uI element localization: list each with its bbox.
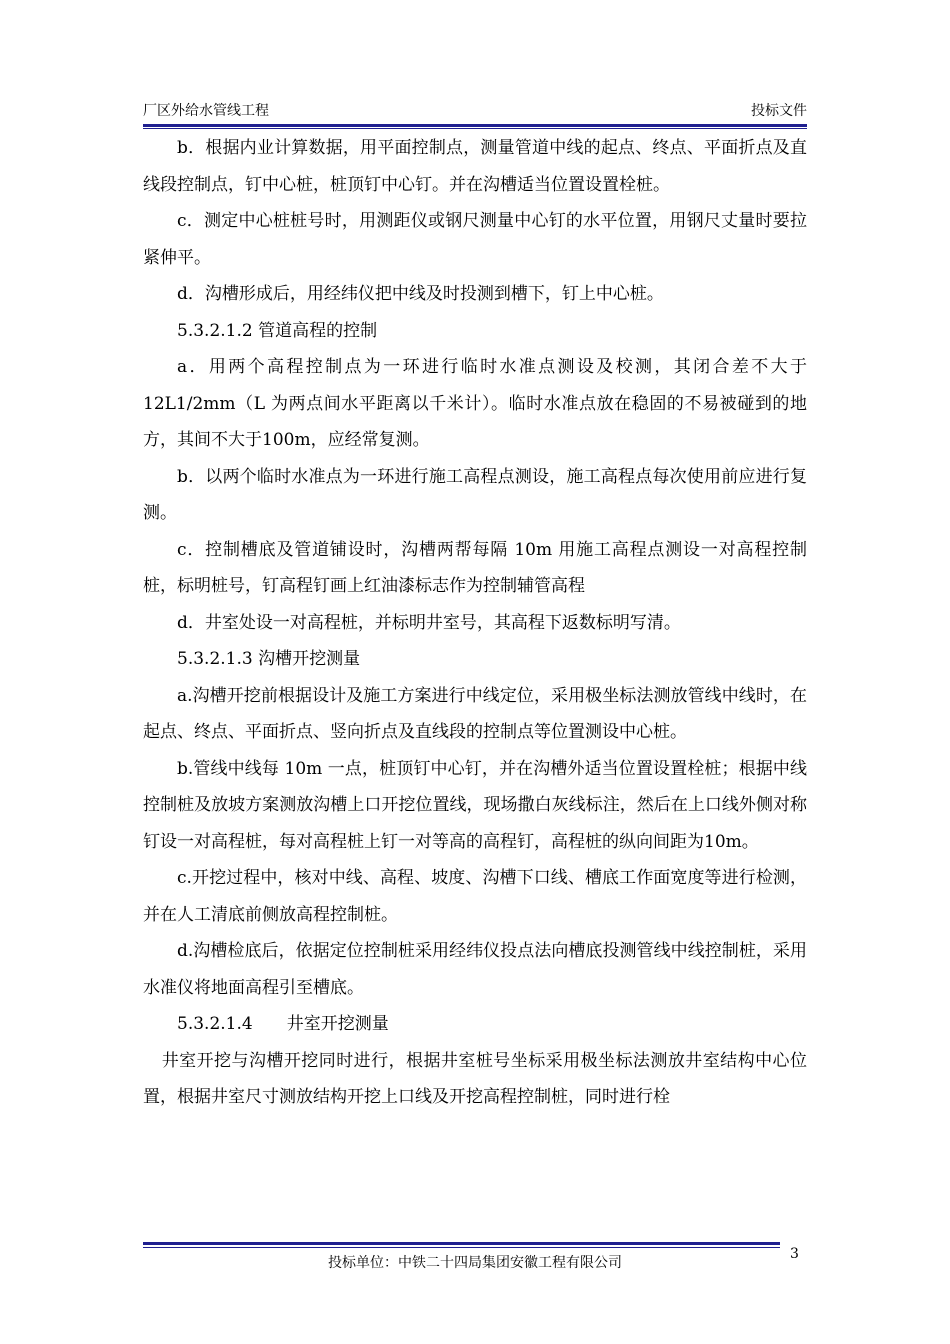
header-project-title: 厂区外给水管线工程 xyxy=(143,103,269,119)
paragraph: b．以两个临时水准点为一环进行施工高程点测设，施工高程点每次使用前应进行复测。 xyxy=(143,466,807,523)
header-rule xyxy=(143,124,807,127)
footer-rule-thin xyxy=(143,1247,780,1248)
footer-rule xyxy=(143,1242,780,1245)
paragraph: d．沟槽形成后，用经纬仪把中线及时投测到槽下，钉上中心桩。 xyxy=(177,284,664,304)
section-heading: 5.3.2.1.2 管道高程的控制 xyxy=(177,320,378,341)
paragraph: d．井室处设一对高程桩，并标明井室号，其高程下返数标明写清。 xyxy=(177,612,681,633)
paragraph: 井室开挖与沟槽开挖同时进行，根据井室桩号坐标采用极坐标法测放井室结构中心位置，根据井室尺寸测放结构开挖上口线及开挖高程控制桩，同时进行栓 xyxy=(143,1050,807,1107)
section-heading: 5.3.2.1.4 井室开挖测量 xyxy=(177,1014,389,1034)
paragraph: a．用两个高程控制点为一环进行临时水准点测设及校测，其闭合差不大于12L1/2mm（L 为两点间水平距离以千米计）。临时水准点放在稳固的不易被碰到的地方，其间不大于100m，应经常复测。 xyxy=(143,357,807,450)
paragraph: a.沟槽开挖前根据设计及施工方案进行中线定位，采用极坐标法测放管线中线时，在起点、终点、平面折点、竖向折点及直线段的控制点等位置测设中心桩。 xyxy=(143,685,807,742)
paragraph: b.管线中线每 10m 一点，桩顶钉中心钉，并在沟槽外适当位置设置栓桩；根据中线控制桩及放坡方案测放沟槽上口开挖位置线，现场撒白灰线标注，然后在上口线外侧对称钉设一对高程桩，每对高程桩上钉一对等高的高程钉，高程桩的纵向间距为10m。 xyxy=(143,758,807,852)
document-body xyxy=(143,130,807,1116)
page-number: 3 xyxy=(790,1246,799,1262)
paragraph: c．控制槽底及管道铺设时，沟槽两帮每隔 10m 用施工高程点测设一对高程控制桩，标明桩号，钉高程钉画上红油漆标志作为控制辅管高程 xyxy=(143,539,807,596)
footer-bidder: 投标单位：中铁二十四局集团安徽工程有限公司 xyxy=(328,1255,622,1271)
paragraph: c．测定中心桩桩号时，用测距仪或钢尺测量中心钉的水平位置，用钢尺丈量时要拉紧伸平。 xyxy=(143,211,807,268)
paragraph: b．根据内业计算数据，用平面控制点，测量管道中线的起点、终点、平面折点及直线段控制点，钉中心桩，桩顶钉中心钉。并在沟槽适当位置设置栓桩。 xyxy=(143,138,807,195)
paragraph: c.开挖过程中，核对中线、高程、坡度、沟槽下口线、槽底工作面宽度等进行检测，并在人工清底前侧放高程控制桩。 xyxy=(143,868,807,925)
header-document-type: 投标文件 xyxy=(751,103,807,119)
section-heading: 5.3.2.1.3 沟槽开挖测量 xyxy=(177,649,361,669)
paragraph: d.沟槽检底后，依据定位控制桩采用经纬仪投点法向槽底投测管线中线控制桩，采用水准仪将地面高程引至槽底。 xyxy=(143,941,807,998)
header-rule-thin xyxy=(143,128,807,129)
page-header xyxy=(143,98,807,122)
